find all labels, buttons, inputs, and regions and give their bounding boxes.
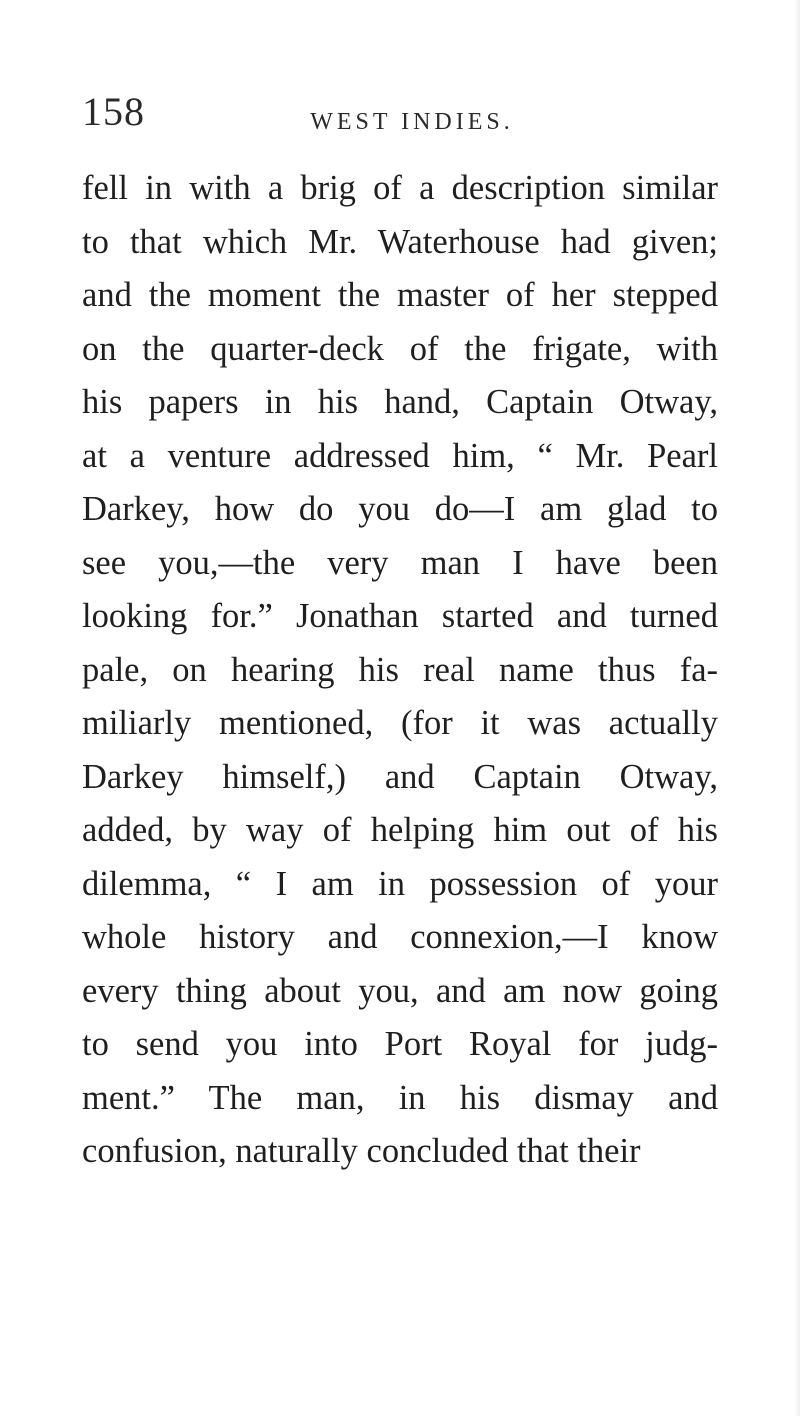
text-line: pale, on hearing his real name thus fa- [82,650,718,689]
text-line: added, by way of helping him out of his [82,811,718,849]
text-line: to that which Mr. Waterhouse had given; [82,222,718,261]
text-line: whole history and connexion,—I know [82,918,718,956]
text-line: fell in with a brig of a description similar [82,169,718,207]
text-line: confusion, naturally concluded that their [82,1132,641,1170]
text-line: to send you into Port Royal for judg- [82,1025,718,1063]
text-line: every thing about you, and am now going [82,971,718,1010]
text-line: and the moment the master of her stepped [82,276,718,314]
running-head: WEST INDIES. [310,109,514,135]
text-line: Darkey himself,) and Captain Otway, [82,757,718,796]
body-text [82,162,718,1179]
text-line: ment.” The man, in his dismay and [82,1078,718,1117]
text-line: at a venture addressed him, “ Mr. Pearl [82,436,718,475]
page-edge-shadow [794,0,800,1416]
text-line: miliarly mentioned, (for it was actually [82,704,718,742]
text-line: Darkey, how do you do—I am glad to [82,490,718,528]
text-line: looking for.” Jonathan started and turned [82,597,718,635]
text-line: dilemma, “ I am in possession of your [82,864,718,903]
text-line: his papers in his hand, Captain Otway, [82,383,718,421]
text-line: on the quarter-deck of the frigate, with [82,329,718,368]
text-line: see you,—the very man I have been [82,543,718,582]
page-number: 158 [82,89,145,134]
